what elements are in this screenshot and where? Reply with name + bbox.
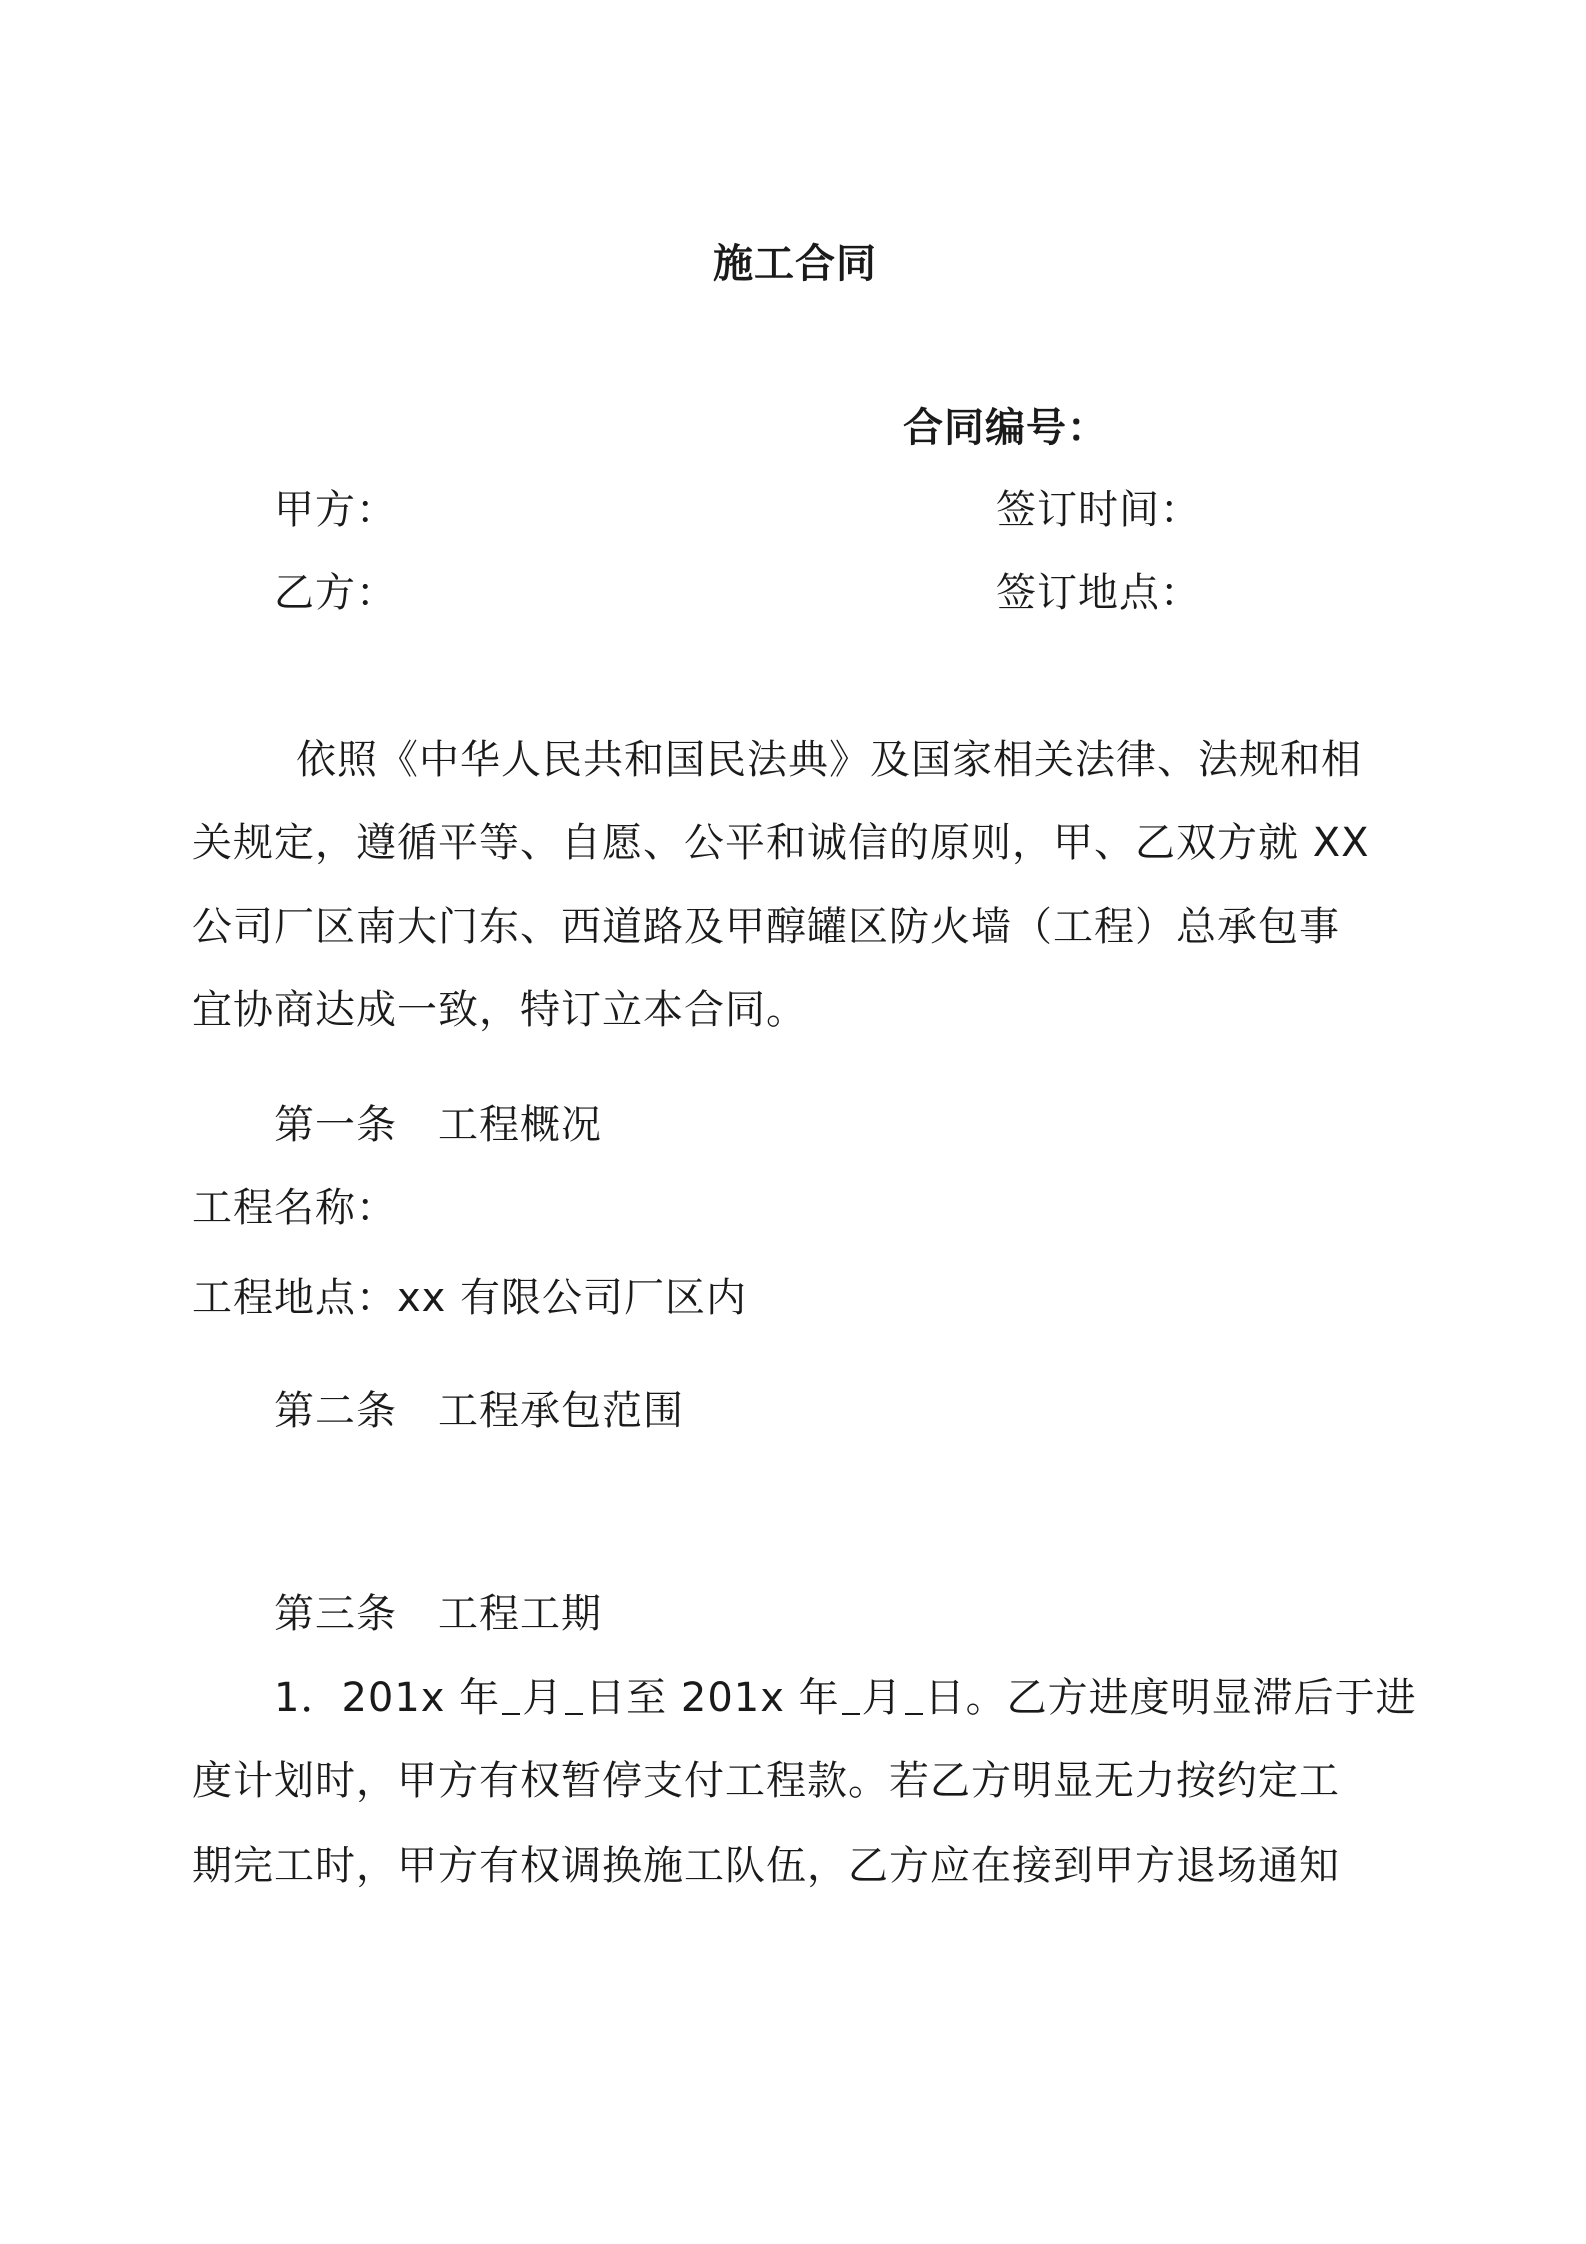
blank-underline	[842, 1673, 860, 1715]
article-3-item-1-line-1	[274, 1670, 1417, 1726]
article-3-heading: 第三条 工程工期	[274, 1591, 602, 1637]
party-a-label: 甲方：	[274, 487, 397, 533]
item-1-month-2: 月	[861, 1675, 903, 1721]
preamble-line-1: 依照《中华人民共和国民法典》及国家相关法律、法规和相	[296, 737, 1362, 783]
sign-time-label: 签订时间：	[996, 487, 1201, 533]
contract-number-label: 合同编号：	[903, 405, 1108, 451]
item-1-day-to: 日至 201x 年	[585, 1675, 840, 1721]
sign-place-label: 签订地点：	[996, 570, 1201, 616]
preamble-line-3: 公司厂区南大门东、西道路及甲醇罐区防火墙（工程）总承包事	[192, 904, 1340, 950]
blank-underline	[565, 1673, 583, 1715]
item-1-month: 月	[522, 1675, 564, 1721]
article-3-line-3: 期完工时，甲方有权调换施工队伍，乙方应在接到甲方退场通知	[192, 1843, 1340, 1889]
party-b-label: 乙方：	[274, 570, 397, 616]
article-1-heading: 第一条 工程概况	[274, 1102, 602, 1148]
project-name-label: 工程名称：	[192, 1185, 397, 1231]
preamble-line-2: 关规定，遵循平等、自愿、公平和诚信的原则，甲、乙双方就 XX	[192, 820, 1370, 866]
blank-underline	[905, 1673, 923, 1715]
document-title: 施工合同	[713, 241, 877, 287]
item-1-prefix: 1．201x 年	[274, 1675, 501, 1721]
preamble-line-4: 宜协商达成一致，特订立本合同。	[192, 987, 807, 1033]
blank-underline	[502, 1673, 520, 1715]
item-1-rest: 日。乙方进度明显滞后于进	[924, 1675, 1417, 1721]
article-2-heading: 第二条 工程承包范围	[274, 1388, 684, 1434]
article-3-line-2: 度计划时，甲方有权暂停支付工程款。若乙方明显无力按约定工	[192, 1758, 1340, 1804]
project-location: 工程地点：xx 有限公司厂区内	[192, 1275, 748, 1321]
